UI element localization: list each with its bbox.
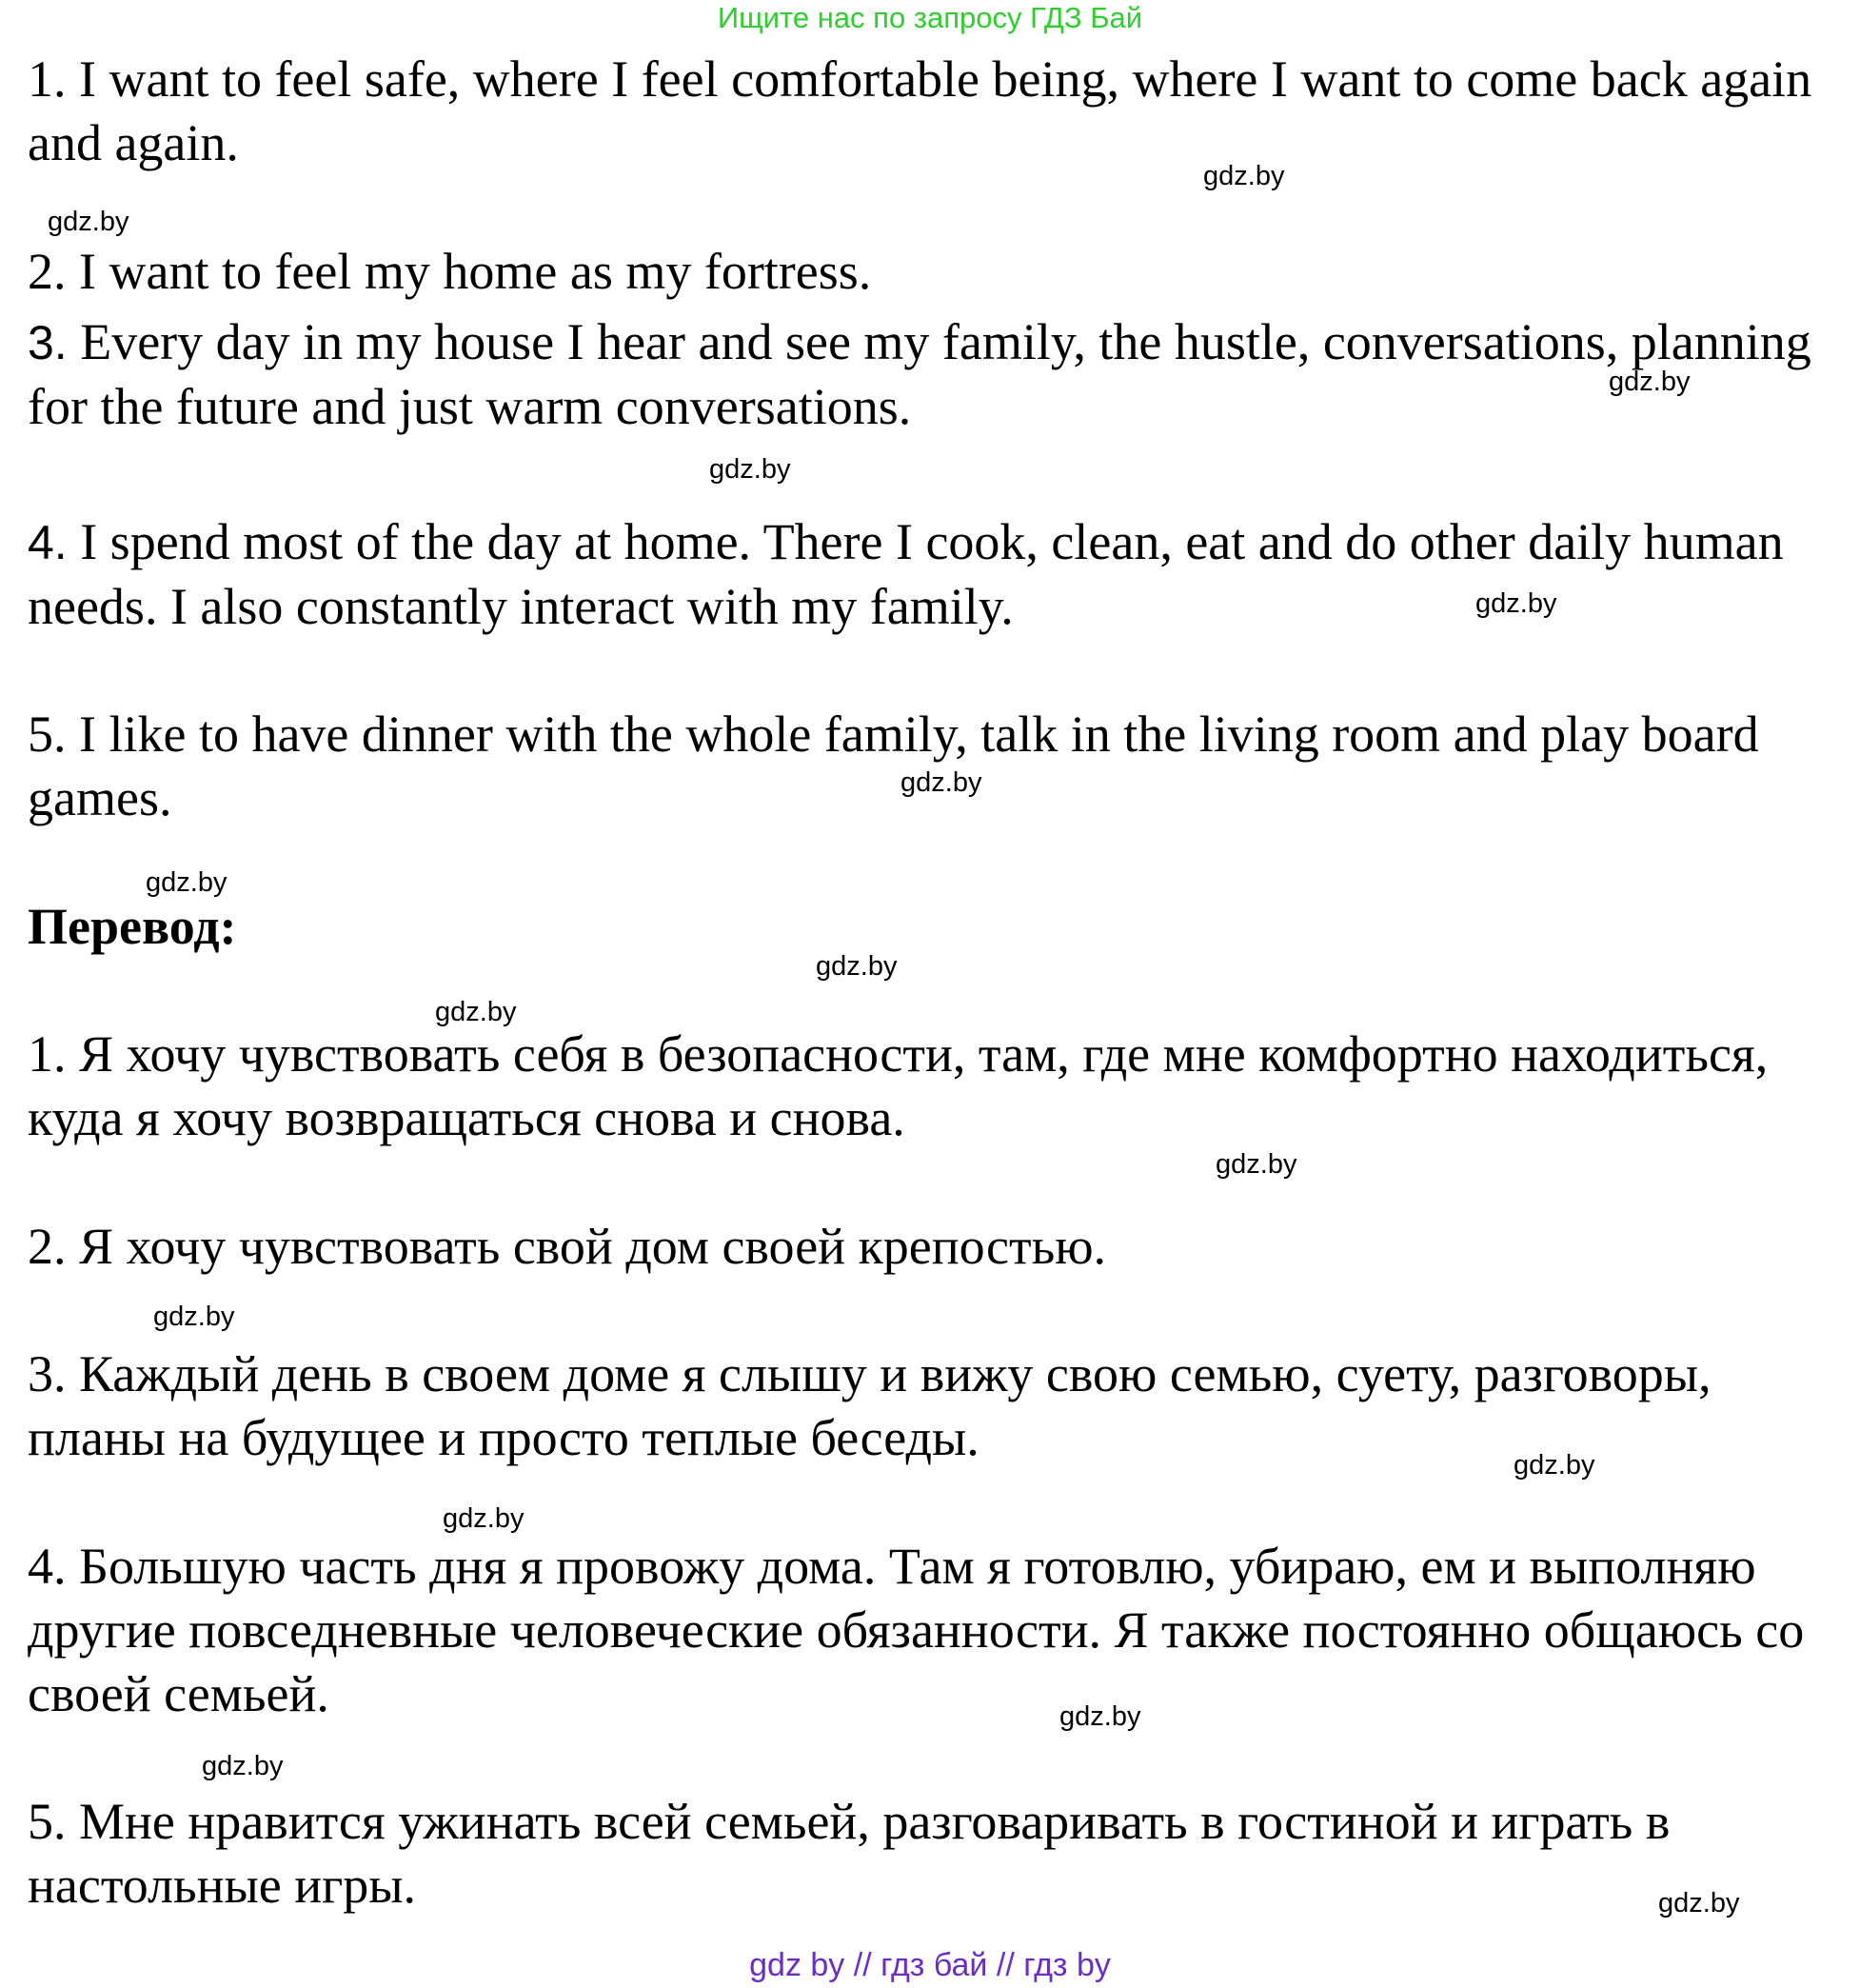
- watermark: gdz.by: [153, 1302, 235, 1332]
- answer-number: 3.: [28, 316, 68, 369]
- russian-answer-4: [28, 1535, 1836, 1726]
- watermark: gdz.by: [1475, 588, 1557, 619]
- watermark: gdz.by: [1203, 161, 1285, 191]
- answer-number: 2.: [28, 243, 67, 300]
- answer-text: I spend most of the day at home. There I cook, clean, eat and do other daily human needs. I also constantly interact with my family.: [28, 513, 1784, 635]
- answer-number: 4.: [28, 1538, 67, 1595]
- translation-heading: Перевод:: [28, 898, 237, 955]
- russian-answer-1: [28, 1023, 1836, 1150]
- answer-text: I want to feel safe, where I feel comfortable being, where I want to come back again and again.: [28, 50, 1812, 171]
- russian-answer-5: [28, 1790, 1836, 1918]
- watermark: gdz.by: [443, 1503, 524, 1534]
- watermark: gdz.by: [202, 1751, 284, 1781]
- answer-text: Я хочу чувствовать себя в безопасности, там, где мне комфортно находиться, куда я хочу возвращаться снова и снова.: [28, 1025, 1769, 1146]
- answer-number: 5.: [28, 1793, 67, 1850]
- watermark: gdz.by: [1059, 1701, 1141, 1732]
- answer-text: Every day in my house I hear and see my family, the hustle, conversations, planning for the future and just warm conversations.: [28, 313, 1811, 435]
- footer-watermark: gdz by // гдз бай // гдз by: [749, 1947, 1111, 1983]
- watermark: gdz.by: [709, 454, 791, 485]
- answer-text: Мне нравится ужинать всей семьей, разговаривать в гостиной и играть в настольные игры.: [28, 1793, 1671, 1914]
- watermark: gdz.by: [1216, 1149, 1297, 1180]
- english-answer-2: [28, 240, 1836, 304]
- answer-text: Большую часть дня я провожу дома. Там я готовлю, убираю, ем и выполняю другие повседневные человеческие обязанности. Я также постоянно общаюсь со своей семьей.: [28, 1538, 1805, 1722]
- english-answer-4: [28, 510, 1836, 639]
- answer-number: 4.: [28, 516, 68, 569]
- watermark: gdz.by: [816, 951, 898, 982]
- answer-number: 2.: [28, 1218, 67, 1275]
- answer-number: 1.: [28, 1025, 67, 1083]
- watermark: gdz.by: [1514, 1450, 1595, 1481]
- answer-number: 3.: [28, 1345, 67, 1402]
- watermark: gdz.by: [900, 767, 982, 798]
- answer-text: I want to feel my home as my fortress.: [79, 243, 872, 300]
- watermark: gdz.by: [146, 867, 228, 898]
- russian-answer-2: [28, 1215, 1836, 1279]
- answer-text: I like to have dinner with the whole family, talk in the living room and play board games.: [28, 706, 1759, 826]
- answer-number: 5.: [28, 706, 67, 763]
- watermark: gdz.by: [1609, 367, 1691, 397]
- watermark: gdz.by: [435, 997, 517, 1027]
- english-answer-3: [28, 310, 1836, 439]
- watermark: gdz.by: [1658, 1888, 1740, 1918]
- answer-number: 1.: [28, 50, 67, 108]
- watermark: gdz.by: [48, 207, 129, 237]
- top-banner: Ищите нас по запросу ГДЗ Бай: [717, 1, 1143, 34]
- answer-text: Я хочу чувствовать свой дом своей крепостью.: [79, 1218, 1107, 1275]
- answer-text: Каждый день в своем доме я слышу и вижу свою семью, суету, разговоры, планы на будущее и просто теплые беседы.: [28, 1345, 1712, 1466]
- english-answer-1: [28, 48, 1836, 175]
